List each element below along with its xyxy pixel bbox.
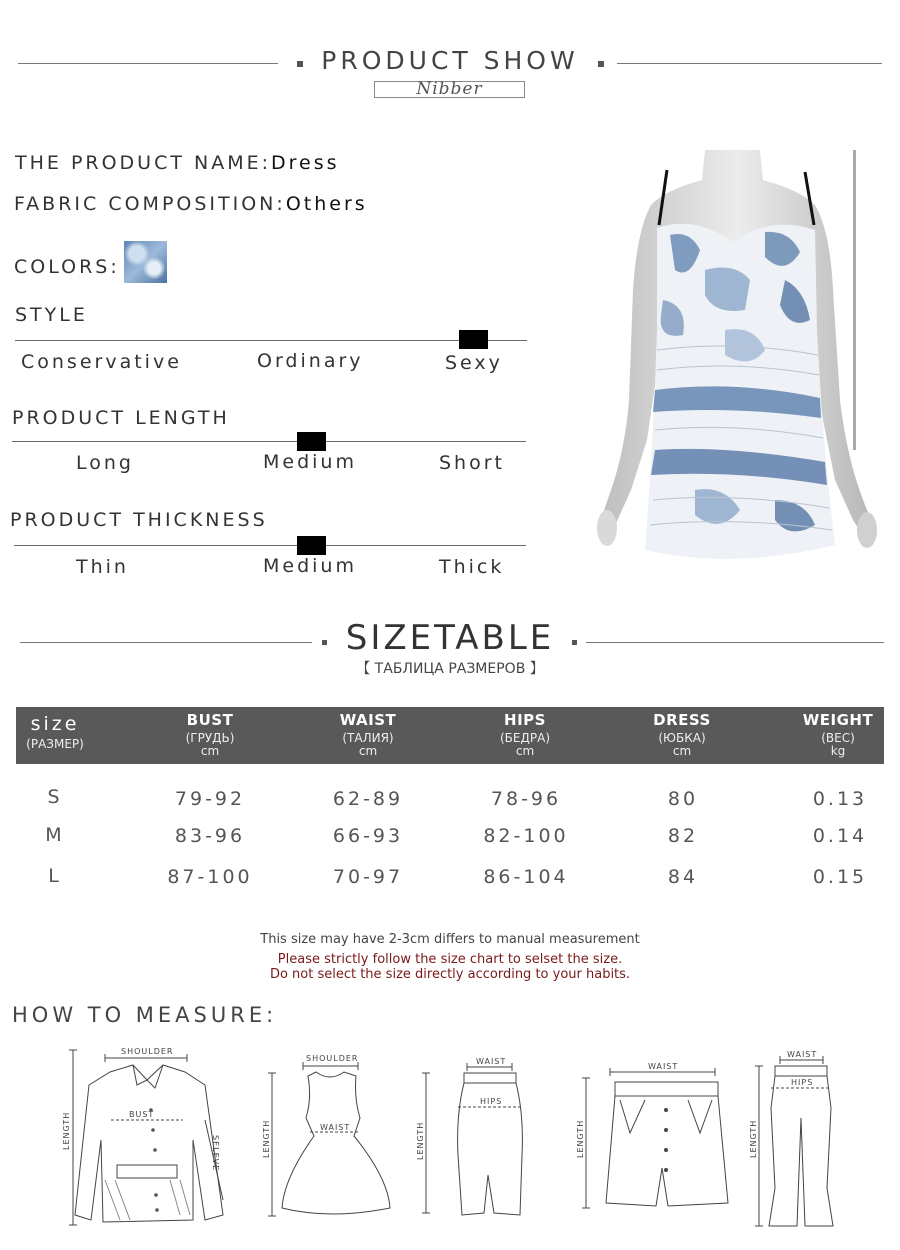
col-header-weight <box>788 711 888 758</box>
col-size-sub: (РАЗМЕР) <box>26 737 84 751</box>
skirt-measure-diagram <box>412 1055 542 1225</box>
length-marker <box>297 432 326 451</box>
table-cell: 66-93 <box>332 825 404 847</box>
col-bust-unit: cm <box>200 744 220 758</box>
col-hips-sub: (БЕДРА) <box>500 731 550 745</box>
col-header-bust <box>160 711 260 758</box>
thickness-option-thick: Thick <box>439 556 505 578</box>
header-dot-right <box>598 61 604 67</box>
style-title: STYLE <box>15 304 88 326</box>
fabric-value: Others <box>285 193 368 215</box>
table-cell: 82 <box>667 825 699 847</box>
col-hips-name: HIPS <box>504 711 546 729</box>
length-label: LENGTH <box>416 1121 425 1160</box>
shorts-measure-diagram <box>570 1058 735 1218</box>
col-dress-unit: cm <box>672 744 692 758</box>
mannequin-left-hand <box>597 510 617 546</box>
table-cell: 79-92 <box>174 788 246 810</box>
length-title: PRODUCT LENGTH <box>12 407 230 429</box>
sizetable-subtitle: 【 ТАБЛИЦА РАЗМЕРОВ 】 <box>356 661 544 677</box>
waist-label: WAIST <box>320 1123 351 1132</box>
col-hips-unit: cm <box>515 744 535 758</box>
header-line-right <box>617 63 882 64</box>
thickness-title: PRODUCT THICKNESS <box>10 509 268 531</box>
table-cell: 80 <box>667 788 699 810</box>
table-cell: 86-104 <box>483 866 569 888</box>
length-label: LENGTH <box>62 1111 71 1150</box>
table-cell: 82-100 <box>483 825 569 847</box>
hips-label: HIPS <box>480 1097 503 1106</box>
jacket-measure-diagram <box>55 1040 235 1230</box>
fabric-row <box>14 193 368 215</box>
hips-label: HIPS <box>791 1078 814 1087</box>
thickness-option-thin: Thin <box>76 556 129 578</box>
length-scale-line <box>12 441 526 442</box>
brand-label: Nibber <box>374 81 525 98</box>
style-option-conservative: Conservative <box>21 351 182 373</box>
col-weight-name: WEIGHT <box>802 711 874 729</box>
bust-label: BUST <box>129 1110 155 1119</box>
color-swatch[interactable] <box>124 241 167 283</box>
size-warning-line1: Please strictly follow the size chart to selset the size. <box>277 952 623 967</box>
length-label: LENGTH <box>576 1119 585 1158</box>
table-cell: 87-100 <box>167 866 253 888</box>
col-waist-name: WAIST <box>339 711 397 729</box>
product-name-value: Dress <box>271 152 340 174</box>
waist-label: WAIST <box>648 1062 679 1071</box>
size-table-header <box>16 707 884 764</box>
waist-label: WAIST <box>476 1057 507 1066</box>
col-waist-sub: (ТАЛИЯ) <box>342 731 394 745</box>
style-scale-line <box>15 340 527 341</box>
product-photo-dress <box>585 150 880 598</box>
style-marker <box>459 330 488 349</box>
col-weight-sub: (ВЕС) <box>821 731 855 745</box>
product-name-label: THE PRODUCT NAME: <box>15 152 272 174</box>
table-cell: M <box>45 824 65 846</box>
length-option-long: Long <box>76 452 134 474</box>
col-waist-unit: cm <box>358 744 378 758</box>
sizetable-line-right <box>586 642 884 643</box>
product-name-row <box>15 152 340 174</box>
table-cell: 0.13 <box>812 788 868 810</box>
colors-label: COLORS: <box>14 256 120 278</box>
sizetable-dot-right <box>572 640 577 645</box>
thickness-marker <box>297 536 326 555</box>
col-weight-unit: kg <box>830 744 846 758</box>
col-size-name: size <box>30 713 80 735</box>
col-header-waist <box>318 711 418 758</box>
col-bust-name: BUST <box>186 711 234 729</box>
table-cell: S <box>47 786 63 808</box>
shoulder-label: SHOULDER <box>121 1047 174 1056</box>
pants-measure-diagram <box>745 1048 845 1230</box>
table-cell: 84 <box>667 866 699 888</box>
page-title: PRODUCT SHOW <box>321 46 579 75</box>
mannequin-stand <box>853 150 856 450</box>
table-cell: 0.14 <box>812 825 868 847</box>
style-option-sexy: Sexy <box>445 352 503 374</box>
size-warning <box>0 952 900 982</box>
thickness-option-medium: Medium <box>263 555 357 577</box>
dress-measure-diagram <box>258 1048 398 1220</box>
table-cell: 62-89 <box>332 788 404 810</box>
length-label: LENGTH <box>749 1119 758 1158</box>
col-dress-name: DRESS <box>653 711 711 729</box>
sizetable-title: SIZETABLE <box>345 618 555 658</box>
col-bust-sub: (ГРУДЬ) <box>185 731 235 745</box>
length-label: LENGTH <box>262 1119 271 1158</box>
table-cell: 70-97 <box>332 866 404 888</box>
shoulder-label: SHOULDER <box>306 1054 359 1063</box>
col-header-size <box>16 713 94 751</box>
col-header-hips <box>475 711 575 758</box>
mannequin-right-hand <box>857 512 877 548</box>
measurement-note: This size may have 2-3cm differs to manual measurement <box>260 932 640 947</box>
waist-label: WAIST <box>787 1050 818 1059</box>
size-warning-line2: Do not select the size directly according to your habits. <box>269 967 631 982</box>
thickness-scale-line <box>14 545 526 546</box>
selleve-label: SELEVE <box>211 1135 220 1172</box>
length-option-short: Short <box>439 452 505 474</box>
table-cell: 83-96 <box>174 825 246 847</box>
how-to-measure-title: HOW TO MEASURE: <box>12 1003 278 1027</box>
style-option-ordinary: Ordinary <box>257 350 364 372</box>
table-cell: 78-96 <box>490 788 562 810</box>
fabric-label: FABRIC COMPOSITION: <box>14 193 286 215</box>
length-option-medium: Medium <box>263 451 357 473</box>
table-cell: 0.15 <box>812 866 868 888</box>
table-cell: L <box>48 865 62 887</box>
col-header-dress <box>632 711 732 758</box>
col-dress-sub: (ЮБКА) <box>658 731 706 745</box>
